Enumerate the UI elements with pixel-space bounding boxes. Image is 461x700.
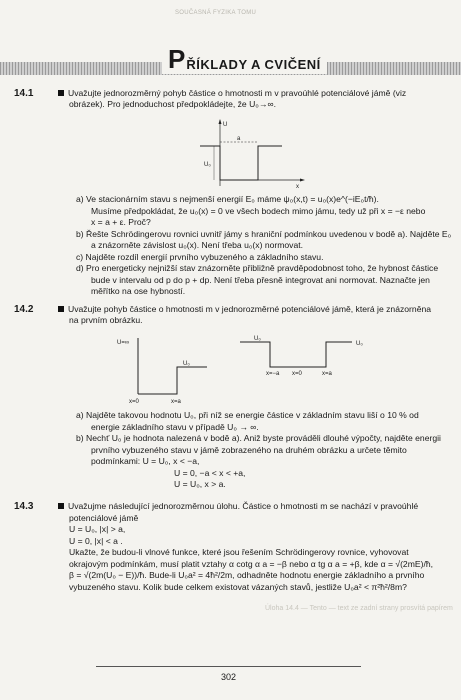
xa-label: x=a: [171, 399, 181, 405]
text-line: obrázek). Pro jednoduchost předpokládejte, že U₀→∞.: [69, 99, 276, 109]
item-line: podmínkami: U = U₀, x < −a,: [91, 456, 200, 466]
problem-number: 14.1: [14, 88, 34, 99]
item-line: b) Nechť U₀ je hodnota nalezená v bodě a). Aniž byste prováděli dlouhé výpočty, najděte energii: [76, 433, 441, 443]
item-line: měřítko na ose hybností.: [91, 286, 186, 296]
item-line: x = a + ε. Proč?: [91, 217, 151, 227]
half-well-figure: [115, 332, 225, 407]
item-line: c) Najděte rozdíl energií prvního vybuzeného a základního stavu.: [76, 252, 324, 262]
footer-rule: [96, 666, 361, 667]
running-header: SOUČASNÁ FYZIKA TOMU: [175, 10, 257, 16]
item-line: U = U₀, x > a.: [174, 479, 226, 489]
bullet-square-icon: [58, 90, 64, 96]
item-line: Musíme předpokládat, že u₀(x) = 0 ve všech bodech mimo jámu, tedy už při x = −ε nebo: [91, 206, 426, 216]
text-line: vybuzeného stavu. Kolik bude celkem existovat vázaných stavů, jestliže U₀a² < π²ħ²/8m?: [69, 582, 407, 592]
text-line: na prvním obrázku.: [69, 315, 143, 325]
axis-label-u: U: [223, 122, 228, 128]
text-line: U = 0, |x| < a .: [69, 536, 123, 546]
item-line: energie základního stavu v případě U₀ → ∞.: [91, 422, 259, 432]
xa-label: x=a: [322, 371, 332, 377]
x0-label: x=0: [292, 371, 302, 377]
item-line: d) Pro energeticky nejnižší stav znázorněte přibližně pravděpodobnost toho, že hybnost částice: [76, 263, 439, 273]
x0-label: x=0: [129, 399, 139, 405]
text-line: Uvažujte pohyb částice o hmotnosti m v jednorozměrné potenciálové jámě, která je znázorněna: [58, 304, 431, 315]
text-line: Uvažujme následující jednorozměrnou úlohu. Částice o hmotnosti m se nachází v pravoúhlé: [58, 501, 418, 512]
problem-number: 14.3: [14, 501, 34, 512]
problem-number: 14.2: [14, 304, 34, 315]
width-label: a: [237, 136, 241, 142]
level-label: U₀: [204, 162, 211, 168]
item-line: U = 0, −a < x < +a,: [174, 468, 246, 478]
axis-label-x: x: [296, 184, 299, 190]
chapter-title: [162, 42, 327, 74]
text-line: potenciálové jámě: [69, 513, 139, 523]
finite-well-figure: [240, 332, 370, 382]
text-line: Uvažujte jednorozměrný pohyb částice o hmotnosti m v pravoúhlé potenciálové jámě (viz: [58, 88, 406, 99]
level-label: U₀: [183, 361, 190, 367]
item-line: bude v intervalu od p do p + dp. Není třeba přesně integrovat ani normovat. Naznačte jen: [91, 275, 430, 285]
bullet-square-icon: [58, 503, 64, 509]
xma-label: x=−a: [266, 371, 280, 377]
title-initial: P: [168, 44, 186, 74]
title-rest: ŘÍKLADY A CVIČENÍ: [186, 57, 321, 72]
bleed-through-text: Úloha 14.4 — Tento — text ze zadní strany prosvítá papírem: [265, 605, 453, 612]
infinite-wall-label: U=∞: [117, 340, 130, 346]
text-line: U = U₀, |x| > a,: [69, 524, 126, 534]
item-line: a) Najděte takovou hodnotu U₀, při níž se energie částice v základním stavu liší o 10 % od: [76, 410, 419, 420]
item-line: b) Řešte Schrödingerovu rovnici uvnitř jámy s hraniční podmínkou uvedenou v bodě a). Najděte E₀: [76, 229, 452, 239]
left-level-label: U₀: [254, 336, 261, 342]
square-well-figure: [190, 118, 310, 190]
bullet-square-icon: [58, 306, 64, 312]
item-line: prvního vybuzeného stavu v jámě zobrazeného na druhém obrázku a určete těmito: [91, 445, 407, 455]
page-number: 302: [221, 672, 237, 682]
text-line: Ukažte, že budou-li vlnové funkce, které jsou řešením Schrödingerovy rovnice, vyhovovat: [69, 547, 409, 557]
text-line: β = √(2m(U₀ − E))/ħ. Bude-li U₀a² = 4ħ²/2m, odhadněte hodnotu energie základního a prvního: [69, 570, 425, 580]
right-level-label: U₀: [356, 341, 363, 347]
item-line: a) Ve stacionárním stavu s nejmenší energií E₀ máme ψ₀(x,t) = u₀(x)e^(−iE₀t/ħ).: [76, 194, 379, 204]
item-line: a znázorněte závislost u₀(x). Není třeba u₀(x) normovat.: [91, 240, 304, 250]
text-line: okrajovým podmínkám, musí platit vztahy α cotg α a = −β nebo α tg α a = +β, kde α = √(2mE)/ħ,: [69, 559, 434, 569]
